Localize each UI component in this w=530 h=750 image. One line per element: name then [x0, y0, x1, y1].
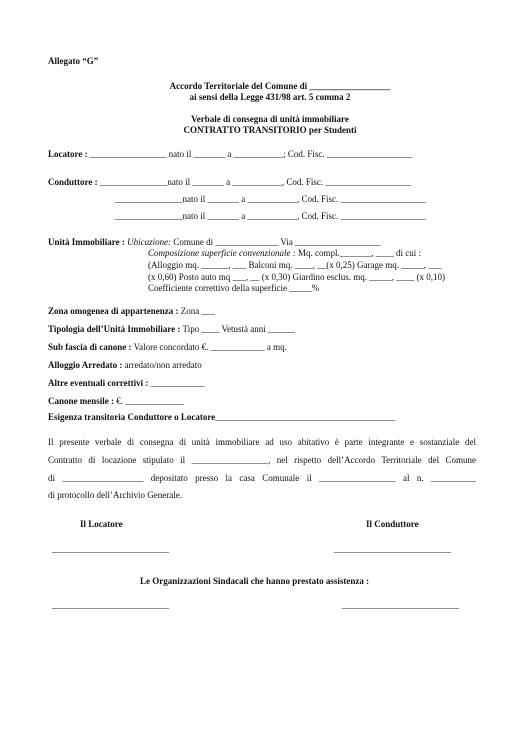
title-line-1: Accordo Territoriale del Comune di __________________ [169, 81, 391, 91]
field-arredato-label: Alloggio Arredato : [48, 360, 123, 370]
field-esigenza [48, 412, 395, 423]
field-arredato-value: arredato/non arredato [122, 360, 202, 370]
paragraph-line-1: Il presente verbale di consegna di unità immobiliare ad uso abitativo è parte integrante e sostanziale del [48, 437, 476, 447]
field-esigenza-value: ________________________________________ [215, 412, 396, 422]
field-tipologia-label: Tipologia dell’Unità Immobiliare : [48, 324, 181, 334]
conduttore-fields-3: _______________nato il _______ a ___________, Cod. Fisc. ___________________ [115, 211, 426, 221]
signature-conduttore-line: __________________________ [334, 544, 451, 554]
paragraph-line-2: Contratto di locazione stipulato il _________________, nel rispetto dell’Accordo Territoriale del Comune [48, 455, 476, 465]
locatore-row [48, 149, 412, 160]
signature-locatore-line: __________________________ [52, 544, 169, 554]
field-arredato [48, 360, 202, 371]
field-canone [48, 396, 184, 407]
signature-locatore-label: Il Locatore [80, 519, 123, 529]
locatore-fields: _________________ nato il _______ a ___________; Cod. Fisc. ___________________ [87, 149, 413, 159]
field-zona [48, 306, 215, 317]
field-correttivi-label: Altre eventuali correttivi : [48, 378, 149, 388]
signature-conduttore-label: Il Conduttore [366, 519, 419, 529]
organizzazioni-line-left: __________________________ [52, 600, 169, 610]
subtitle-line-2: CONTRATTO TRANSITORIO per Studenti [183, 125, 357, 135]
conduttore-fields-1: _______________nato il _______ a ___________, Cod. Fisc. ___________________ [97, 177, 411, 187]
conduttore-label: Conduttore : [48, 177, 98, 187]
unita-row-3: (Alloggio mq. ______, ___ Balconi mq. ____, __(x 0,25) Garage mq. _____, ___ [148, 260, 442, 270]
attachment-label: Allegato “G” [48, 56, 99, 66]
field-tipologia [48, 324, 295, 335]
ubicazione-label: Ubicazione: [127, 237, 172, 247]
unita-row-2 [148, 248, 421, 259]
organizzazioni-label: Le Organizzazioni Sindacali che hanno prestato assistenza : [140, 576, 370, 586]
composizione-fields: Mq. compl._______, ____ di cui : [295, 248, 421, 258]
conduttore-fields-2: _______________nato il _______ a ___________, Cod. Fisc. ___________________ [115, 194, 426, 204]
subtitle-line-1: Verbale di consegna di unità immobiliare [191, 114, 349, 124]
unita-row-5: Coefficiente correttivo della superficie _____% [148, 283, 320, 293]
field-zona-label: Zona omogenea di appartenenza : [48, 306, 179, 316]
ubicazione-fields: Comune di ______________ Via ___________________ [171, 237, 381, 247]
field-subfascia-label: Sub fascia di canone : [48, 342, 132, 352]
unita-label: Unità Immobiliare : [48, 237, 125, 247]
organizzazioni-line-right: __________________________ [342, 600, 459, 610]
field-correttivi [48, 378, 205, 389]
field-canone-label: Canone mensile : [48, 396, 114, 406]
field-subfascia-value: Valore concordato €. ____________ a mq. [131, 342, 287, 352]
field-canone-value: €. _____________ [114, 396, 184, 406]
unita-row-4: (x 0,60) Posto auto mq ___, __ (x 0,30) Giardino esclus. mq. _____, ____ (x 0,10) [148, 272, 445, 282]
field-tipologia-value: Tipo ____ Vetustà anni ______ [180, 324, 296, 334]
composizione-label: Composizione superficie convenzionale : [148, 248, 296, 258]
field-subfascia [48, 342, 287, 353]
paragraph-line-3: di __________________ depositato presso la casa Comunale il _________________ al n. __________ [48, 473, 476, 483]
field-zona-value: Zona ___ [178, 306, 215, 316]
paragraph-line-4: di protocollo dell’Archivio Generale. [48, 490, 182, 500]
field-correttivi-value: ____________ [148, 378, 205, 388]
locatore-label: Locatore : [48, 149, 88, 159]
unita-row-1 [48, 237, 381, 248]
title-line-2: ai sensi della Legge 431/98 art. 5 comma 2 [189, 92, 351, 102]
conduttore-row [48, 177, 411, 188]
field-esigenza-label: Esigenza transitoria Conduttore o Locatore [48, 412, 216, 422]
